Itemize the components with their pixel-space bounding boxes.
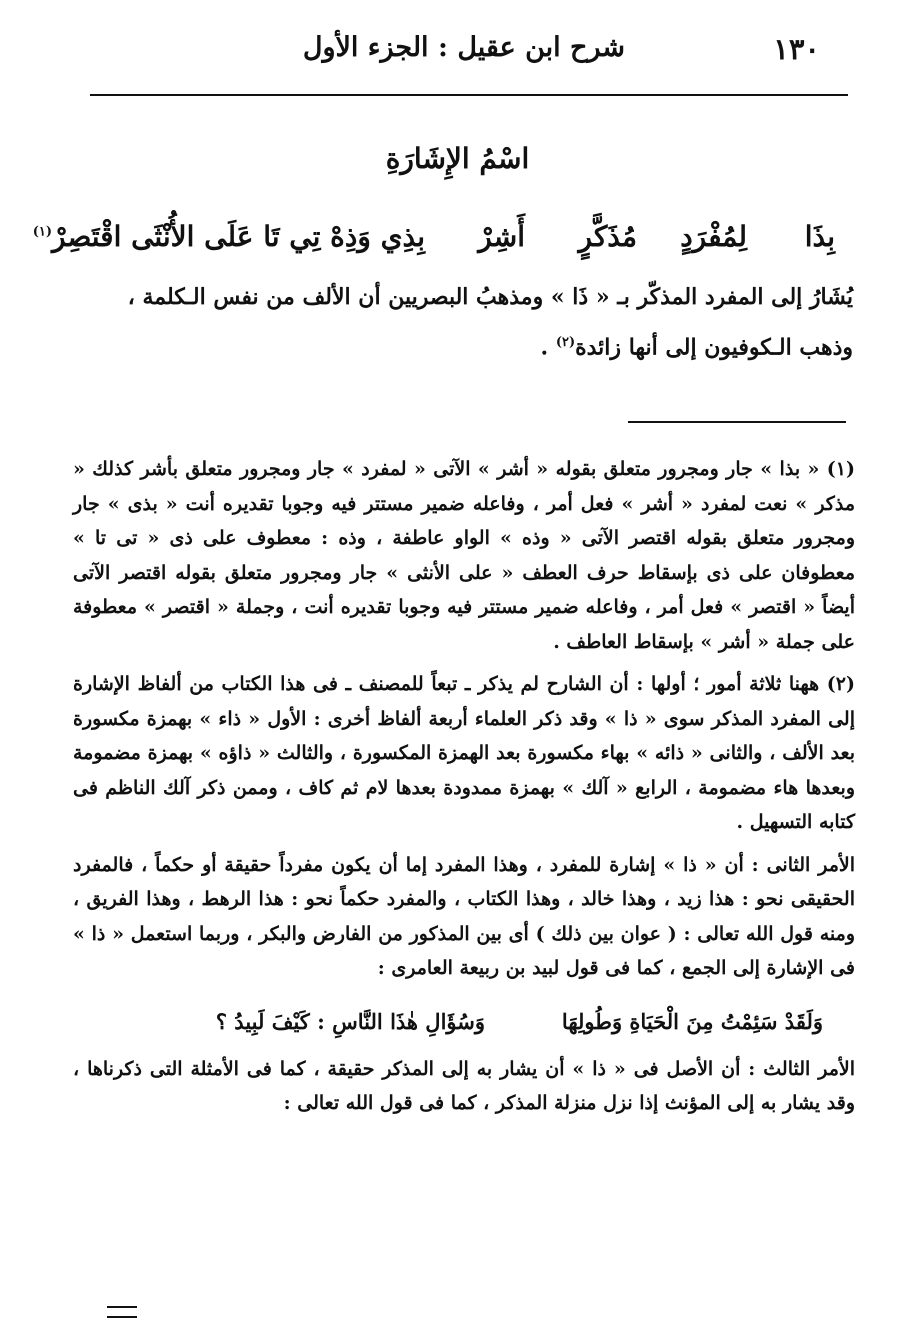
verse-word: مُذَكَّرٍ [578, 220, 637, 253]
footnote-2-paragraph: الأمر الثانى : أن « ذا » إشارة للمفرد ، وهذا المفرد إما أن يكون مفرداً حقيقة أو حكماً ، فالمفرد الحقيقى نحو : هذا زيد ، وهذا خالد ، وهذا الكتاب ، والمفرد حكماً نحو : هذا الرهط ، وهذا الفريق ، ومنه قول الله تعالى : ( عوان بين ذلك ) أى بين المذكور من الفارض والبكر ، وربما استعمل « ذا » فى الإشارة إلى الجمع ، كما فى قول لبيد بن ربيعة العامرى : [73, 853, 855, 979]
page-header [90, 28, 820, 72]
poem-hemistich: وَسُؤَالِ هٰذَا النَّاسِ : كَيْفَ لَبِيدُ ؟ [215, 1008, 485, 1034]
footnote-2: (٢) ههنا ثلاثة أمور ؛ أولها : أن الشارح لم يذكر ـ تبعاً للمصنف ـ فى هذا الكتاب من ألفاظ الإشارة إلى المفرد المذكر سوى « ذا » وقد ذكر العلماء أربعة ألفاظ أخرى : الأول « ذاء » بهمزة مكسورة بعد الألف ، والثانى « ذائه » بهاء مكسورة بعد الهمزة المكسورة ، والثالث « ذاؤه » بهمزة مضمومة وبعدها هاء مضمومة ، الرابع « آلك » بهمزة ممدودة بعدها لام ثم كاف ، وممن ذكر آلك الناظم فى كتابه التسهيل . [73, 673, 855, 833]
page-number: ١٣٠ [773, 32, 820, 66]
footnote-rule [628, 421, 846, 423]
commentary-end: . [540, 334, 556, 361]
running-title: شرح ابن عقيل : الجزء الأول [302, 32, 625, 63]
poem-hemistich: وَلَقَدْ سَئِمْتُ مِنَ الْحَيَاةِ وَطُولِهَا [561, 1008, 823, 1034]
header-rule [90, 94, 848, 96]
commentary-line [93, 320, 853, 370]
footnote-ref: (١) [32, 224, 52, 240]
commentary-text: وذهب الـكوفيون إلى أنها زائدة [575, 334, 853, 361]
section-title: اسْمُ الإِشَارَةِ [385, 142, 530, 175]
verse-word: بِذَا [804, 220, 835, 253]
footnote-1: (١) « بذا » جار ومجرور متعلق بقوله « أشر » الآتى « لمفرد » جار ومجرور متعلق بأشر كذلك « مذكر » نعت لمفرد « أشر » فعل أمر ، وفاعله ضمير مستتر فيه وجوبا تقديره أنت « بذى » جار ومجرور متعلق بقوله اقتصر الآتى « وذه » الواو عاطفة ، وذه : معطوف على ذى « تى تا » معطوفان على ذى بإسقاط حرف العطف « على الأنثى » جار ومجرور متعلق بقوله اقتصر الآتى أيضاً « اقتصر » فعل أمر ، وفاعله ضمير مستتر فيه وجوبا تقديره أنت ، وجملة « اقتصر » معطوفة على جملة « أشر » بإسقاط العاطف . [73, 458, 855, 653]
verse-word [33, 220, 425, 253]
footnote-2-paragraph: الأمر الثالث : أن الأصل فى « ذا » أن يشار به إلى المذكر حقيقة ، كما فى الأمثلة التى ذكرناها ، وقد يشار به إلى المؤنث إذا نزل منزلة المذكر ، كما فى قول الله تعالى : [73, 1057, 855, 1114]
verse-word: أَشِرْ [478, 220, 525, 253]
footnote-ref: (٢) [555, 335, 576, 350]
verse-word-text: بِذِي وَذِهْ تِي تَا عَلَى الأُنْثَى اقْتَصِرْ [52, 220, 425, 253]
commentary [93, 274, 853, 370]
commentary-line: يُشَارُ إلى المفرد المذكّر بـ « ذَا » ومذهبُ البصريين أن الألف من نفس الـكلمة ، [127, 284, 853, 310]
footnotes [73, 452, 855, 1129]
poem-verse [73, 1002, 855, 1042]
margin-mark [107, 1306, 137, 1318]
verse-line [32, 210, 835, 266]
verse-word: لِمُفْرَدٍ [680, 220, 747, 253]
